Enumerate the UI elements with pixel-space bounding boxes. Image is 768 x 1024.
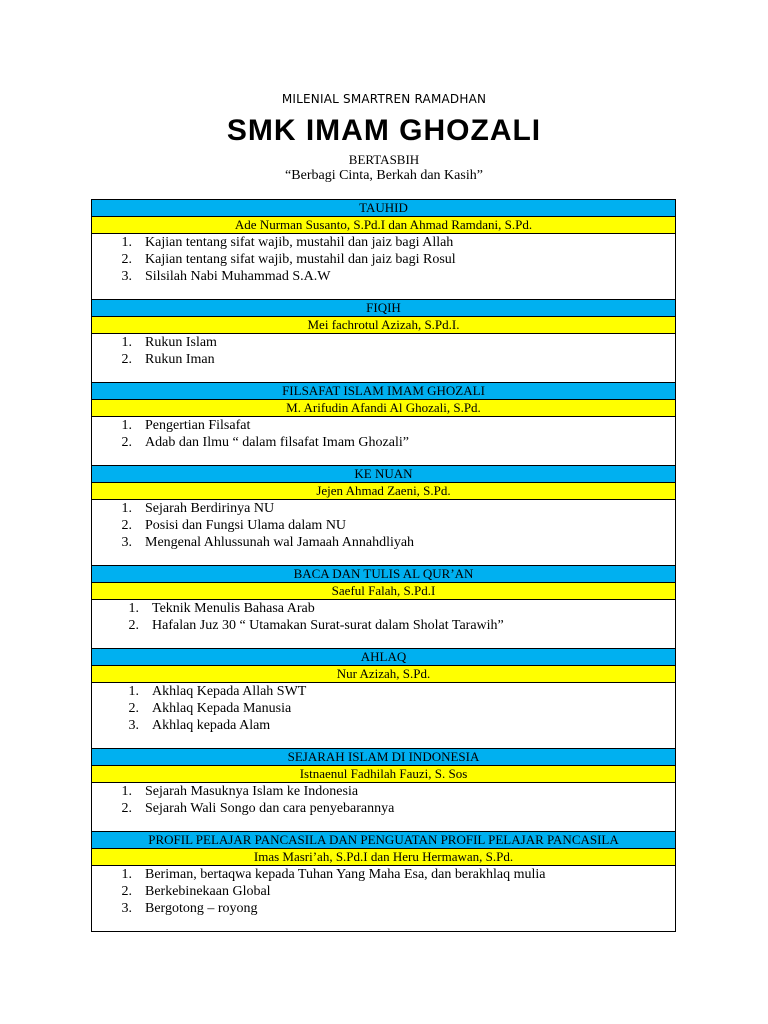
subject-section — [92, 565, 675, 648]
list-item — [92, 683, 675, 700]
subject-section — [92, 382, 675, 465]
topic-number: 3. — [121, 269, 132, 284]
subject-section — [92, 648, 675, 748]
topic-text: Berkebinekaan Global — [145, 884, 271, 899]
teacher-name: Imas Masri’ah, S.Pd.I dan Heru Hermawan, S.Pd. — [92, 849, 675, 866]
list-item — [92, 534, 675, 551]
list-item — [92, 617, 675, 634]
topic-text: Adab dan Ilmu “ dalam filsafat Imam Ghozali” — [145, 435, 409, 450]
section-spacer — [92, 285, 675, 299]
topic-list — [92, 334, 675, 368]
topic-list — [92, 500, 675, 551]
list-item — [92, 783, 675, 800]
list-item — [92, 351, 675, 368]
list-item — [92, 434, 675, 451]
subject-title: BACA DAN TULIS AL QUR’AN — [92, 566, 675, 583]
subject-section — [92, 465, 675, 565]
topic-number: 1. — [121, 235, 132, 250]
teacher-name: Ade Nurman Susanto, S.Pd.I dan Ahmad Ramdani, S.Pd. — [92, 217, 675, 234]
list-item — [92, 517, 675, 534]
topic-number: 2. — [128, 618, 139, 633]
topic-number: 2. — [121, 801, 132, 816]
list-item — [92, 900, 675, 917]
topic-list — [92, 783, 675, 817]
teacher-name: Mei fachrotul Azizah, S.Pd.I. — [92, 317, 675, 334]
section-spacer — [92, 817, 675, 831]
curriculum-table — [91, 199, 676, 932]
school-title: SMK IMAM GHOZALI — [226, 114, 542, 147]
program-name: BERTASBIH — [348, 152, 420, 167]
topic-number: 1. — [121, 784, 132, 799]
program-tagline: “Berbagi Cinta, Berkah dan Kasih” — [285, 168, 483, 183]
topic-list — [92, 417, 675, 451]
subject-title: TAUHID — [92, 200, 675, 217]
topic-list — [92, 234, 675, 285]
teacher-name: Istnaenul Fadhilah Fauzi, S. Sos — [92, 766, 675, 783]
topic-list — [92, 600, 675, 634]
topic-number: 3. — [121, 535, 132, 550]
subject-title: FILSAFAT ISLAM IMAM GHOZALI — [92, 383, 675, 400]
topic-text: Pengertian Filsafat — [145, 418, 251, 433]
list-item — [92, 251, 675, 268]
list-item — [92, 866, 675, 883]
list-item — [92, 883, 675, 900]
topic-text: Hafalan Juz 30 “ Utamakan Surat-surat dalam Sholat Tarawih” — [152, 618, 504, 633]
section-spacer — [92, 734, 675, 748]
teacher-name: M. Arifudin Afandi Al Ghozali, S.Pd. — [92, 400, 675, 417]
topic-number: 2. — [121, 252, 132, 267]
topic-number: 3. — [128, 718, 139, 733]
section-spacer — [92, 451, 675, 465]
topic-text: Silsilah Nabi Muhammad S.A.W — [145, 269, 331, 284]
topic-text: Mengenal Ahlussunah wal Jamaah Annahdliyah — [145, 535, 415, 550]
topic-list — [92, 866, 675, 917]
topic-text: Sejarah Masuknya Islam ke Indonesia — [145, 784, 359, 799]
teacher-name: Saeful Falah, S.Pd.I — [92, 583, 675, 600]
topic-text: Akhlaq Kepada Manusia — [152, 701, 292, 716]
list-item — [92, 268, 675, 285]
topic-text: Beriman, bertaqwa kepada Tuhan Yang Maha Esa, dan berakhlaq mulia — [145, 867, 546, 882]
list-item — [92, 800, 675, 817]
teacher-name: Jejen Ahmad Zaeni, S.Pd. — [92, 483, 675, 500]
topic-text: Rukun Islam — [145, 335, 217, 350]
list-item — [92, 700, 675, 717]
subject-title: SEJARAH ISLAM DI INDONESIA — [92, 749, 675, 766]
subject-title: KE NUAN — [92, 466, 675, 483]
subject-section — [92, 831, 675, 931]
subject-title: PROFIL PELAJAR PANCASILA DAN PENGUATAN PROFIL PELAJAR PANCASILA — [92, 832, 675, 849]
topic-number: 2. — [128, 701, 139, 716]
topic-text: Akhlaq Kepada Allah SWT — [152, 684, 307, 699]
topic-number: 1. — [121, 501, 132, 516]
section-spacer — [92, 634, 675, 648]
topic-text: Sejarah Berdirinya NU — [145, 501, 275, 516]
topic-number: 1. — [128, 684, 139, 699]
topic-text: Teknik Menulis Bahasa Arab — [152, 601, 315, 616]
section-spacer — [92, 368, 675, 382]
topic-number: 2. — [121, 518, 132, 533]
topic-text: Kajian tentang sifat wajib, mustahil dan jaiz bagi Allah — [145, 235, 454, 250]
list-item — [92, 600, 675, 617]
topic-text: Kajian tentang sifat wajib, mustahil dan jaiz bagi Rosul — [145, 252, 456, 267]
teacher-name: Nur Azizah, S.Pd. — [92, 666, 675, 683]
list-item — [92, 334, 675, 351]
topic-number: 1. — [128, 601, 139, 616]
list-item — [92, 717, 675, 734]
topic-number: 3. — [121, 901, 132, 916]
topic-number: 1. — [121, 335, 132, 350]
section-spacer — [92, 551, 675, 565]
subject-title: FIQIH — [92, 300, 675, 317]
topic-text: Bergotong – royong — [145, 901, 258, 916]
topic-number: 2. — [121, 884, 132, 899]
subject-section — [92, 748, 675, 831]
subject-title: AHLAQ — [92, 649, 675, 666]
list-item — [92, 234, 675, 251]
subject-section — [92, 200, 675, 299]
topic-number: 2. — [121, 352, 132, 367]
topic-text: Sejarah Wali Songo dan cara penyebarannya — [145, 801, 395, 816]
list-item — [92, 500, 675, 517]
topic-number: 1. — [121, 867, 132, 882]
organizer-label: MILENIAL SMARTREN RAMADHAN — [281, 92, 487, 106]
section-spacer — [92, 917, 675, 931]
topic-text: Rukun Iman — [145, 352, 215, 367]
subject-section — [92, 299, 675, 382]
topic-text: Akhlaq kepada Alam — [152, 718, 271, 733]
topic-number: 2. — [121, 435, 132, 450]
topic-number: 1. — [121, 418, 132, 433]
topic-list — [92, 683, 675, 734]
list-item — [92, 417, 675, 434]
topic-text: Posisi dan Fungsi Ulama dalam NU — [145, 518, 347, 533]
